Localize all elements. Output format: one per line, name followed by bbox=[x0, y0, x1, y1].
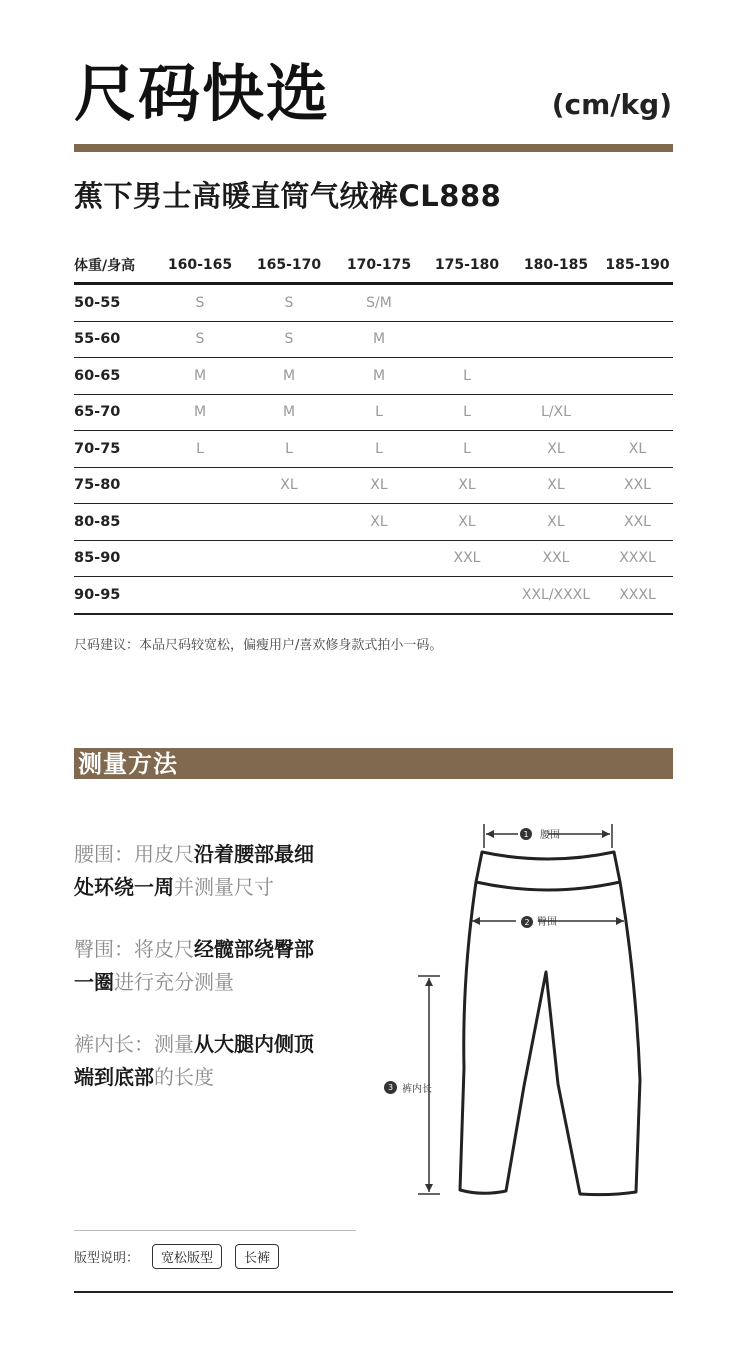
fit-tag-long-pants: 长裤 bbox=[235, 1244, 279, 1269]
size-cell bbox=[510, 284, 602, 322]
inseam-text-1: 裤内长：测量 bbox=[74, 1032, 194, 1056]
size-cell bbox=[156, 467, 244, 504]
height-column-header: 175-180 bbox=[424, 248, 510, 284]
size-cell: L/XL bbox=[510, 394, 602, 431]
size-cell: M bbox=[334, 321, 424, 358]
size-cell bbox=[156, 504, 244, 541]
size-table-row bbox=[74, 467, 673, 504]
waist-instruction bbox=[74, 838, 354, 904]
fit-tag-loose: 宽松版型 bbox=[152, 1244, 222, 1269]
size-table-row bbox=[74, 504, 673, 541]
size-cell: S bbox=[156, 284, 244, 322]
page-title: 尺码快选 bbox=[74, 57, 331, 130]
pants-diagram bbox=[410, 818, 650, 1208]
size-cell bbox=[334, 540, 424, 577]
hip-text-2: 经髋部绕臀部 bbox=[194, 937, 314, 961]
fit-label: 版型说明： bbox=[74, 1251, 140, 1266]
inseam-instruction bbox=[74, 1028, 354, 1094]
waist-text-4: 并测量尺寸 bbox=[174, 875, 274, 899]
fit-divider bbox=[74, 1230, 356, 1231]
size-table-row bbox=[74, 431, 673, 468]
waist-marker-num: 1 bbox=[523, 830, 529, 839]
hip-text-1: 臀围：将皮尺 bbox=[74, 937, 194, 961]
size-cell bbox=[156, 577, 244, 614]
size-cell: S bbox=[244, 321, 334, 358]
size-cell: L bbox=[424, 394, 510, 431]
size-cell bbox=[424, 284, 510, 322]
hip-diagram-label: 臀围 bbox=[537, 917, 557, 928]
inseam-diagram-label: 裤内长 bbox=[402, 1084, 432, 1095]
size-cell: S bbox=[244, 284, 334, 322]
size-table-row bbox=[74, 358, 673, 395]
size-cell: XXXL bbox=[602, 577, 673, 614]
weight-row-header: 70-75 bbox=[74, 431, 156, 468]
size-cell: M bbox=[244, 394, 334, 431]
hip-marker-num: 2 bbox=[524, 918, 530, 927]
size-cell: XXL bbox=[424, 540, 510, 577]
pants-diagram-svg bbox=[410, 818, 650, 1208]
size-table-corner-header: 体重/身高 bbox=[74, 248, 156, 284]
size-cell: XL bbox=[602, 431, 673, 468]
size-cell: L bbox=[334, 431, 424, 468]
size-cell bbox=[602, 394, 673, 431]
size-cell: L bbox=[244, 431, 334, 468]
size-cell: XXL bbox=[602, 504, 673, 541]
size-table-row bbox=[74, 540, 673, 577]
size-cell: XL bbox=[510, 431, 602, 468]
size-cell: XL bbox=[334, 504, 424, 541]
unit-label: (cm/kg) bbox=[551, 88, 672, 121]
title-divider-bar bbox=[74, 144, 673, 152]
size-table-row bbox=[74, 321, 673, 358]
size-cell bbox=[244, 577, 334, 614]
height-column-header: 180-185 bbox=[510, 248, 602, 284]
size-cell: XL bbox=[510, 504, 602, 541]
size-cell: M bbox=[156, 358, 244, 395]
size-cell: L bbox=[156, 431, 244, 468]
weight-row-header: 85-90 bbox=[74, 540, 156, 577]
size-cell bbox=[156, 540, 244, 577]
size-cell: XL bbox=[244, 467, 334, 504]
size-cell: L bbox=[334, 394, 424, 431]
weight-row-header: 80-85 bbox=[74, 504, 156, 541]
size-cell: M bbox=[156, 394, 244, 431]
size-table-row bbox=[74, 577, 673, 614]
size-cell bbox=[244, 540, 334, 577]
hip-text-4: 进行充分测量 bbox=[114, 970, 234, 994]
measure-section-title: 测量方法 bbox=[78, 750, 178, 778]
pants-outline bbox=[460, 852, 640, 1195]
inseam-text-2: 从大腿内侧顶 bbox=[194, 1032, 314, 1056]
size-cell bbox=[602, 284, 673, 322]
inseam-marker: 3 bbox=[384, 1081, 397, 1094]
weight-row-header: 65-70 bbox=[74, 394, 156, 431]
size-cell bbox=[510, 321, 602, 358]
size-cell bbox=[602, 321, 673, 358]
weight-row-header: 90-95 bbox=[74, 577, 156, 614]
size-cell: XXL bbox=[510, 540, 602, 577]
size-chart-table bbox=[74, 248, 673, 615]
size-cell: XL bbox=[424, 467, 510, 504]
hip-instruction bbox=[74, 933, 354, 999]
size-table-header-row bbox=[74, 248, 673, 284]
size-cell: XL bbox=[334, 467, 424, 504]
size-cell bbox=[244, 504, 334, 541]
size-cell: XL bbox=[510, 467, 602, 504]
size-cell bbox=[424, 577, 510, 614]
size-cell: S bbox=[156, 321, 244, 358]
height-column-header: 160-165 bbox=[156, 248, 244, 284]
waist-text-2: 沿着腰部最细 bbox=[194, 842, 314, 866]
size-cell: L bbox=[424, 358, 510, 395]
bottom-divider bbox=[74, 1291, 673, 1293]
product-name: 蕉下男士高暖直筒气绒裤CL888 bbox=[74, 179, 502, 213]
waist-text-3: 处环绕一周 bbox=[74, 875, 174, 899]
weight-row-header: 55-60 bbox=[74, 321, 156, 358]
size-cell bbox=[424, 321, 510, 358]
size-cell: M bbox=[244, 358, 334, 395]
inseam-text-4: 的长度 bbox=[154, 1065, 214, 1089]
size-cell: L bbox=[424, 431, 510, 468]
size-table-row bbox=[74, 394, 673, 431]
weight-row-header: 60-65 bbox=[74, 358, 156, 395]
size-cell: XXL/XXXL bbox=[510, 577, 602, 614]
size-cell bbox=[602, 358, 673, 395]
size-table-row bbox=[74, 284, 673, 322]
size-cell: XXL bbox=[602, 467, 673, 504]
size-cell: M bbox=[334, 358, 424, 395]
waist-diagram-label: 腰围 bbox=[540, 830, 560, 841]
size-cell: S/M bbox=[334, 284, 424, 322]
size-table-body bbox=[74, 284, 673, 614]
height-column-header: 165-170 bbox=[244, 248, 334, 284]
height-column-header: 185-190 bbox=[602, 248, 673, 284]
height-column-header: 170-175 bbox=[334, 248, 424, 284]
size-suggestion: 尺码建议：本品尺码较宽松，偏瘦用户/喜欢修身款式拍小一码。 bbox=[74, 638, 443, 653]
waist-text-1: 腰围：用皮尺 bbox=[74, 842, 194, 866]
hip-text-3: 一圈 bbox=[74, 970, 114, 994]
weight-row-header: 75-80 bbox=[74, 467, 156, 504]
weight-row-header: 50-55 bbox=[74, 284, 156, 322]
size-cell: XL bbox=[424, 504, 510, 541]
size-cell: XXXL bbox=[602, 540, 673, 577]
size-cell bbox=[334, 577, 424, 614]
inseam-text-3: 端到底部 bbox=[74, 1065, 154, 1089]
size-cell bbox=[510, 358, 602, 395]
